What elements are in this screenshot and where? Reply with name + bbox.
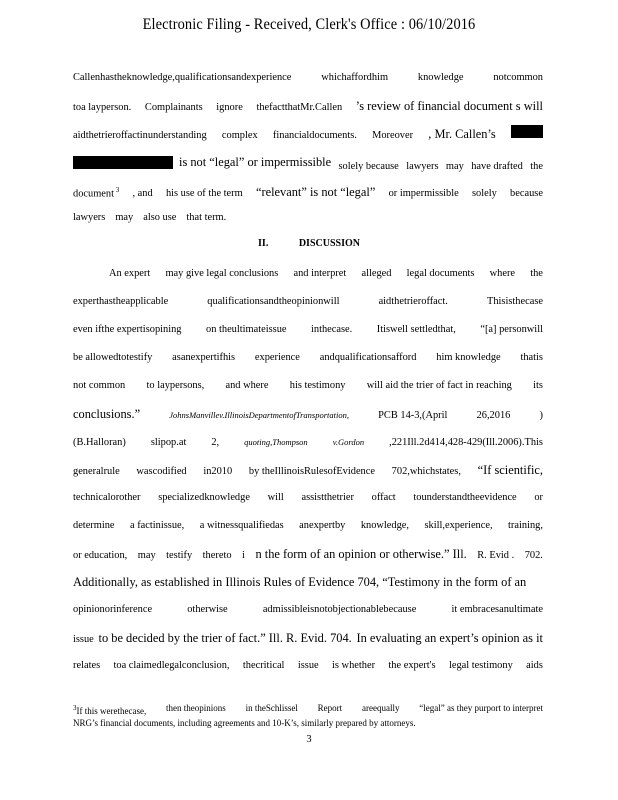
text-run: generalrule — [73, 466, 120, 477]
text-run: lawyers — [73, 212, 106, 223]
text-run: asanexpertifhis — [172, 352, 236, 363]
text-run: have drafted — [471, 160, 523, 172]
text-line — [73, 208, 543, 228]
footnote-line — [73, 702, 543, 717]
text-run: even ifthe expertisopining — [73, 324, 182, 335]
text-run: the — [530, 268, 543, 279]
footnote-ref-run — [73, 180, 119, 204]
text-run: may — [137, 550, 156, 561]
text-run: offact — [371, 492, 396, 503]
text-line — [73, 544, 543, 564]
footnote-marker-run — [73, 702, 146, 717]
text-run: to laypersons, — [146, 380, 205, 391]
text-run: its — [533, 380, 543, 391]
text-run: 26,2016 — [476, 410, 511, 421]
text-line — [73, 152, 543, 172]
text-run: “If scientific, — [477, 463, 543, 477]
text-run: will — [267, 492, 284, 503]
text-run: slipop.at — [150, 437, 187, 448]
text-run: or — [534, 492, 543, 503]
text-run: financialdocuments. — [272, 130, 357, 141]
text-line — [73, 656, 543, 676]
text-line — [73, 96, 543, 116]
text-line — [73, 516, 543, 536]
text-run: wascodified — [136, 466, 187, 477]
text-run: JohnsManvillev.IllinoisDepartmentofTransportation, — [169, 410, 349, 420]
text-run: In evaluating an expert’s opinion as it — [356, 631, 543, 645]
text-run: notcommon — [493, 72, 543, 83]
text-run: An expert — [109, 268, 151, 279]
text-run: aids — [526, 660, 543, 671]
text-run: thefactthatMr.Callen — [256, 102, 343, 113]
text-run: or impermissible — [388, 188, 459, 200]
text-line — [73, 432, 543, 452]
text-line — [73, 68, 543, 88]
text-run: solely — [471, 188, 497, 200]
text-run: experience — [254, 352, 300, 363]
text-line — [73, 488, 543, 508]
text-run: n the form of an opinion or otherwise.” Ill. — [255, 547, 467, 561]
text-line — [73, 460, 543, 480]
text-run: i — [242, 550, 245, 561]
text-run: because — [510, 188, 543, 200]
text-run: his use of the term — [165, 188, 243, 200]
text-run: or education, — [73, 550, 128, 561]
text-run: thereto — [202, 550, 232, 561]
text-run: “[a] personwill — [480, 324, 543, 335]
text-line — [73, 348, 543, 368]
footnote-marker: 3 — [73, 704, 77, 712]
redaction-box — [511, 125, 543, 138]
text-run: anexpertby — [299, 520, 346, 531]
text-run: legal testimony — [448, 660, 513, 671]
text-run: experthastheapplicable — [73, 296, 169, 307]
text-run: assistthetrier — [301, 492, 354, 503]
text-run: Additionally, as established in Illinois Rules of Evidence 704, “Testimony in the form of an — [73, 575, 527, 589]
text-run: alleged — [361, 268, 392, 279]
text-run: will aid the trier of fact in reaching — [366, 380, 512, 391]
text-run: may — [445, 160, 464, 172]
text-run: ’s review of financial document s will — [355, 99, 543, 113]
text-run: quoting,Thompson — [244, 437, 308, 447]
text-run: relates — [73, 660, 101, 671]
text-run: opinionorinference — [73, 604, 153, 615]
text-line — [109, 264, 543, 284]
text-run: qualificationsandtheopinionwill — [207, 296, 340, 307]
text-run: his testimony — [289, 380, 346, 391]
text-run: technicalorother — [73, 492, 141, 503]
text-run: is not “legal” or impermissible — [179, 155, 332, 169]
text-run: Complainants — [144, 102, 203, 113]
text-run: in theSchlissel — [245, 703, 298, 713]
text-run: If this werethecase, — [76, 706, 147, 716]
text-run: knowledge — [417, 72, 464, 83]
text-run: andqualificationsafford — [319, 352, 417, 363]
text-run: on theultimateissue — [206, 324, 287, 335]
text-run: Report — [317, 703, 343, 713]
section-number: II. — [258, 238, 269, 249]
text-run: that term. — [186, 212, 227, 223]
text-run: , Mr. Callen’s — [428, 127, 496, 141]
text-run: aidthetrieroffactinunderstanding — [73, 130, 207, 141]
text-run: thatis — [520, 352, 543, 363]
footnote-line: NRG’s financial documents, including agreements and 10-K’s, similarly prepared by attorneys. — [73, 718, 416, 728]
text-run: admissibleisnotobjectionablebecause — [262, 604, 417, 615]
text-line — [73, 404, 543, 424]
text-line — [73, 124, 543, 144]
text-line — [73, 628, 543, 648]
text-run: be allowedtotestify — [73, 352, 153, 363]
text-run: document — [73, 188, 114, 200]
text-run: issue — [297, 660, 319, 671]
text-run: 702,whichstates, — [391, 466, 461, 477]
text-run: knowledge, — [360, 520, 410, 531]
text-run: otherwise — [187, 604, 228, 615]
text-run: training, — [508, 520, 543, 531]
text-run: may — [115, 212, 134, 223]
text-run: a factinissue, — [130, 520, 185, 531]
text-run: testify — [166, 550, 193, 561]
text-run: Callenhastheknowledge,qualificationsandexperience — [73, 72, 292, 83]
text-run: then theopinions — [166, 703, 226, 713]
text-run: toa layperson. — [73, 102, 132, 113]
text-line — [73, 572, 543, 592]
text-run: determine — [73, 520, 115, 531]
text-run: legal documents — [406, 268, 475, 279]
filing-stamp-header: Electronic Filing - Received, Clerk's Office : 06/10/2016 — [142, 16, 476, 33]
text-run: to be decided by the trier of fact.” Ill. R. Evid. 704. — [98, 631, 352, 645]
text-line — [73, 180, 543, 200]
text-run: the — [530, 160, 543, 172]
text-line — [73, 376, 543, 396]
text-run: solely because — [338, 160, 399, 172]
text-run: toa claimedlegalconclusion, — [113, 660, 230, 671]
text-run: Itiswell settledthat, — [376, 324, 456, 335]
text-run: and where — [225, 380, 269, 391]
text-run: complex — [221, 130, 258, 141]
text-run: v.Gordon — [332, 437, 365, 447]
text-run: ignore — [216, 102, 243, 113]
text-run: tounderstandtheevidence — [413, 492, 517, 503]
text-run: PCB 14-3,(April — [378, 410, 448, 421]
text-run: ,221Ill.2d414,428-429(Ill.2006).This — [389, 437, 543, 448]
redaction-box — [73, 156, 173, 169]
text-run: the expert's — [388, 660, 436, 671]
text-run: is whether — [332, 660, 376, 671]
text-run: ) — [539, 410, 543, 421]
text-run: “relevant” is not “legal” — [255, 185, 376, 200]
text-run: may give legal conclusions — [165, 268, 279, 279]
text-run: skill,experience, — [424, 520, 493, 531]
text-run: in2010 — [203, 466, 233, 477]
text-run: 702. — [524, 550, 543, 561]
text-run: not common — [73, 380, 126, 391]
redacted-lead — [73, 152, 331, 172]
text-line — [73, 292, 543, 312]
page-number: 3 — [306, 734, 312, 745]
text-run: also use — [143, 212, 177, 223]
footnote — [73, 702, 543, 729]
text-run: Thisisthecase — [487, 296, 543, 307]
text-run: where — [489, 268, 516, 279]
text-run: “legal” as they purport to interpret — [419, 703, 543, 713]
text-run: it embracesanultimate — [451, 604, 543, 615]
text-run: lawyers — [406, 160, 439, 172]
text-line — [73, 600, 543, 620]
text-run: aidthetrieroffact. — [378, 296, 448, 307]
text-run: (B.Halloran) — [73, 437, 126, 448]
text-run: Moreover — [372, 130, 414, 141]
text-run: conclusions.” — [73, 407, 141, 421]
text-run: inthecase. — [311, 324, 353, 335]
text-run: issue — [73, 634, 94, 645]
text-run: , and — [132, 188, 153, 200]
text-run: a witnessqualifiedas — [199, 520, 284, 531]
text-run: 2, — [211, 437, 220, 448]
text-run: and interpret — [293, 268, 347, 279]
text-line — [73, 320, 543, 340]
text-run: by theIllinoisRulesofEvidence — [248, 466, 375, 477]
section-heading — [0, 238, 618, 249]
text-run: specializedknowledge — [158, 492, 250, 503]
text-run: him knowledge — [436, 352, 501, 363]
text-run: areequally — [361, 703, 400, 713]
footnote-ref: 3 — [113, 186, 120, 194]
text-run: whichaffordhim — [321, 72, 389, 83]
text-run: thecritical — [242, 660, 285, 671]
text-run: R. Evid . — [477, 550, 515, 561]
section-title: DISCUSSION — [298, 238, 360, 249]
